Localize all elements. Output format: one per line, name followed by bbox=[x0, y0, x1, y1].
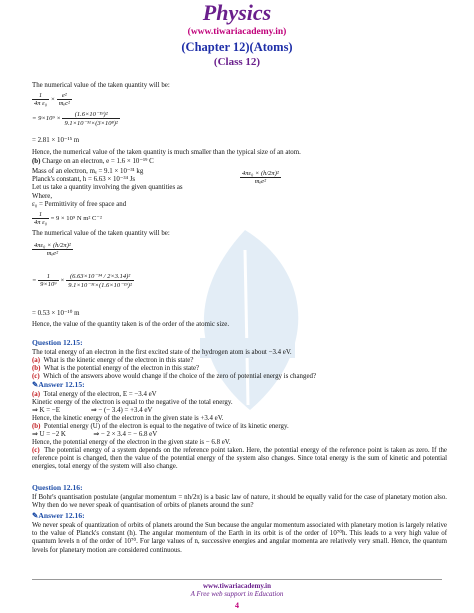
result-2: = 0.53 × 10⁻¹⁰ m bbox=[32, 310, 80, 317]
footer-divider bbox=[32, 579, 442, 580]
hence-line-1: Hence, the numerical value of the taken quantity is much smaller than the typical size of an atom. bbox=[32, 149, 301, 156]
part-b-planck: Planck's constant, h = 6.63 × 10⁻³⁴ Js bbox=[32, 176, 136, 183]
chapter-heading: (Chapter 12)(Atoms) bbox=[181, 40, 293, 54]
question-15-item-a: (a) What is the kinetic energy of the electron in this state? bbox=[32, 357, 194, 364]
part-b-letus: Let us take a quantity involving the given quantities as bbox=[32, 184, 183, 191]
watermark-leaf-icon bbox=[160, 220, 330, 420]
question-15-text: The total energy of an electron in the first excited state of the hydrogen atom is about −3.4 eV. bbox=[32, 349, 292, 356]
answer-15-b3: Hence, the potential energy of the electron in the given state is − 6.8 eV. bbox=[32, 439, 231, 446]
question-16-label: Question 12.16: bbox=[32, 483, 83, 492]
question-16-text: If Bohr's quantisation postulate (angular momentum = nh/2π) is a basic law of nature, it should be equally valid for the case of planetary motion also. Why then do we never speak of quantisation of orbits of planets around the sun? bbox=[32, 494, 447, 510]
formula-3: $\frac{\text{4πε₀ × (h/2π)²}}{\text{mₑe²}}$ bbox=[34, 242, 71, 257]
answer-15-a4: Hence, the kinetic energy of the electron in the given state is +3.4 eV. bbox=[32, 415, 224, 422]
answer-15-b1: (b) Potential energy (U) of the electron is equal to the negative of twice of its kinetic energy. bbox=[32, 423, 289, 430]
result-1: = 2.81 × 10⁻¹⁵ m bbox=[32, 137, 80, 144]
formula-2: $\frac{\text{4πε₀ × (h/2π)²}}{\text{mₑe²}}$ bbox=[242, 170, 279, 185]
formula-1: $\frac{1}{\text{4π ε₀}}$ × $\frac{\text{e²}}{\text{mₑc²}}$ bbox=[34, 92, 70, 107]
footer-tagline: A Free web support in Education bbox=[190, 590, 284, 598]
pen-icon: ✎ bbox=[32, 380, 39, 389]
epsilon-line: ε₀ = Permittivity of free space and bbox=[32, 201, 127, 208]
answer-15-a2: Kinetic energy of the electron is equal to the negative of the total energy. bbox=[32, 399, 233, 406]
question-15-item-b: (b) What is the potential energy of the electron in this state? bbox=[32, 365, 200, 372]
page-number: 4 bbox=[235, 601, 239, 610]
question-15-label: Question 12.15: bbox=[32, 338, 83, 347]
where-line: Where, bbox=[32, 193, 53, 200]
pen-icon: ✎ bbox=[32, 511, 39, 520]
coulomb-constant: $\frac{1}{\text{4π ε₀}}$ = 9 × 10⁹ N m² C⁻² bbox=[34, 211, 102, 226]
part-b-mass: Mass of an electron, mₑ = 9.1 × 10⁻³¹ kg bbox=[32, 168, 144, 175]
answer-15-a1: (a) Total energy of the electron, E = −3.4 eV bbox=[32, 391, 157, 398]
part-b-charge: (b) Charge on an electron, e = 1.6 × 10⁻¹⁹ C bbox=[32, 158, 154, 165]
question-15-item-c: (c) Which of the answers above would change if the choice of the zero of potential energy is changed? bbox=[32, 373, 317, 380]
intro-line: The numerical value of the taken quantity will be: bbox=[32, 82, 170, 89]
footer-url: www.tiwariacademy.in bbox=[202, 582, 272, 590]
formula-3-sub: = $\frac{1}{\text{9×10⁹}}$ × $\frac{\text{(6.63×10⁻³⁴ / 2×3.14)²}}{\text{9.1×10⁻³¹×(1.6×10⁻¹⁹)²}}$ bbox=[32, 273, 132, 289]
site-url: (www.tiwariacademy.in) bbox=[187, 27, 287, 37]
formula-1-sub: = 9×10⁹ × $\frac{\text{(1.6×10⁻¹⁹)²}}{\text{9.1×10⁻³¹×(3×10⁸)²}}$ bbox=[32, 111, 118, 127]
numval-line: The numerical value of the taken quantity will be: bbox=[32, 230, 170, 237]
hence-line-2: Hence, the value of the quantity taken is of the order of the atomic size. bbox=[32, 321, 230, 328]
class-heading: (Class 12) bbox=[213, 56, 261, 68]
answer-15-a3: ⇒ K = −E ⇒ − (− 3.4) = +3.4 eV bbox=[32, 407, 153, 414]
answer-15-b2: ⇒ U = −2 K ⇒ − 2 × 3.4 = − 6.8 eV bbox=[32, 431, 158, 438]
answer-16-text: We never speak of quantization of orbits of planets around the Sun because the angular momentum associated with planetary motion is largely relative to the value of Planck's constant (h). The angular momentum of the Earth in its orbit is of the order of 10⁷⁰h. This leads to a very high value of quantum levels n of the order of 10⁷⁰. For large values of n, successive energies and angular momenta are relatively very small. Hence, the quantum levels for planetary motion are considered continuous. bbox=[32, 522, 447, 554]
page-title: Physics bbox=[202, 0, 272, 25]
answer-15-label: ✎Answer 12.15: bbox=[32, 380, 85, 389]
answer-15-c: (c) The potential energy of a system depends on the reference point taken. Here, the potential energy of the reference point is taken as zero. If the reference point is changed, then the value of the potential energy of the system also changes. Since total energy is the sum of kinetic and potential energies, total energy of the system will also change. bbox=[32, 447, 447, 471]
answer-16-label: ✎Answer 12.16: bbox=[32, 511, 85, 520]
